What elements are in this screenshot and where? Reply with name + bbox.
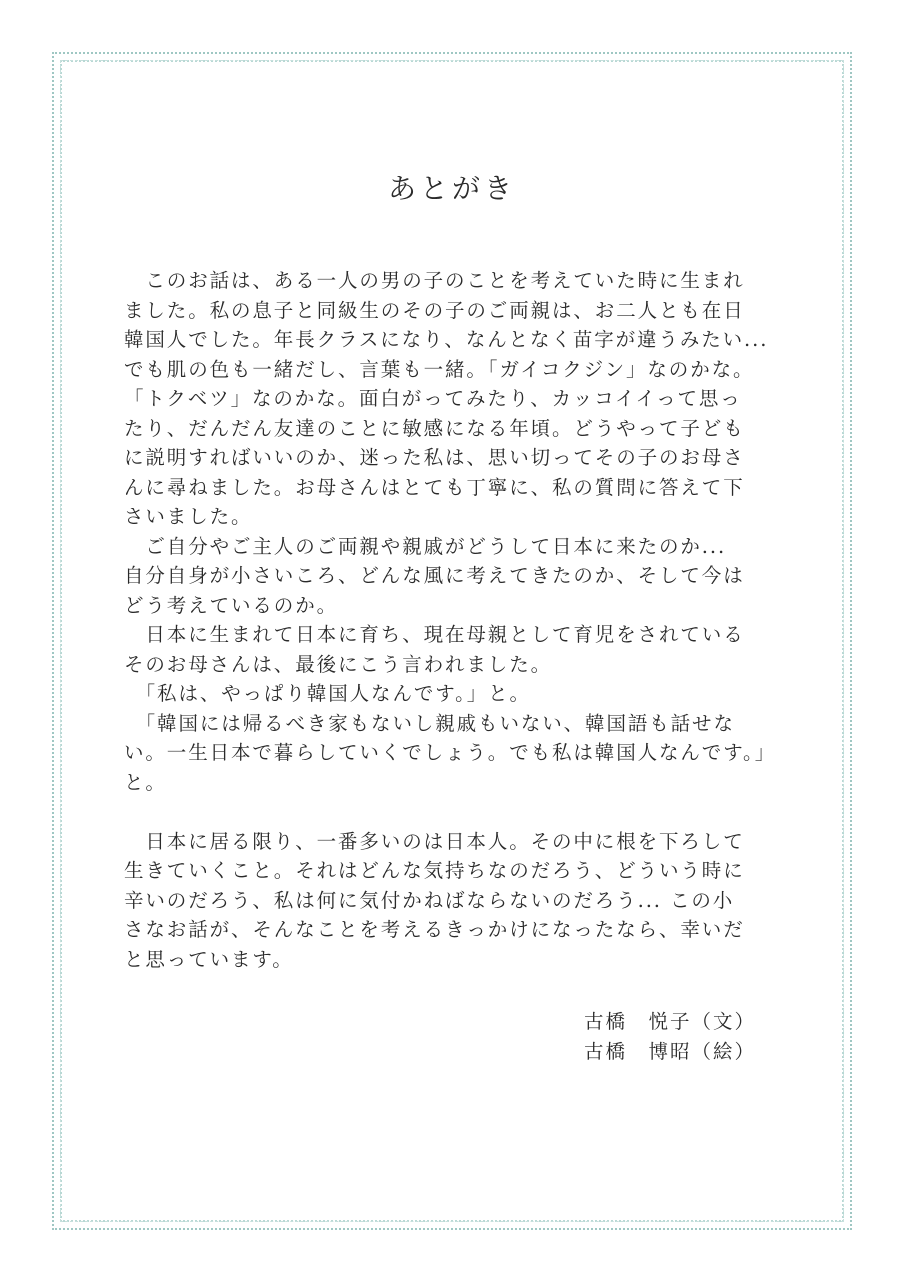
text-line: そのお母さんは、最後にこう言われました。 <box>124 652 553 676</box>
text-line: に説明すればいいのか、迷った私は、思い切ってその子のお母さ <box>124 446 745 469</box>
author-text-credit: 古橋 悦子（文） <box>584 1010 757 1033</box>
text-line: たり、だんだん友達のことに敏感になる年頃。どうやって子ども <box>124 416 745 440</box>
blank-line <box>124 797 794 827</box>
text-line: 辛いのだろう、私は何に気付かねばならないのだろう... この小 <box>124 888 735 912</box>
text-line: い。一生日本で暮らしていくでしょう。でも私は韓国人なんです。」 <box>124 741 777 764</box>
text-line: さいました。 <box>124 505 253 528</box>
text-line: ました。私の息子と同級生のその子のご両親は、お二人とも在日 <box>124 298 745 322</box>
text-line: 生きていくこと。それはどんな気持ちなのだろう、どういう時に <box>124 859 745 882</box>
text-line: 韓国人でした。年長クラスになり、なんとなく苗字が違うみたい... <box>124 328 769 351</box>
text-line: と。 <box>124 770 167 794</box>
text-line: でも肌の色も一緒だし、言葉も一緒。「ガイコクジン」なのかな。 <box>124 357 755 381</box>
text-line: 「私は、やっぱり韓国人なんです。」と。 <box>124 682 531 705</box>
text-line: んに尋ねました。お母さんはとても丁寧に、私の質問に答えて下 <box>124 475 745 499</box>
author-illustration-credit: 古橋 博昭（絵） <box>584 1040 757 1063</box>
author-signature <box>584 1007 804 1067</box>
text-line: 日本に生まれて日本に育ち、現在母親として育児をされている <box>124 623 745 646</box>
text-line: 「韓国には帰るべき家もないし親戚もいない、韓国語も話せな <box>124 711 735 735</box>
text-line: さなお話が、そんなことを考えるきっかけになったなら、幸いだ <box>124 918 745 941</box>
text-line: 「トクベツ」なのかな。面白がってみたり、カッコイイって思っ <box>124 387 742 410</box>
text-line: このお話は、ある一人の男の子のことを考えていた時に生まれ <box>124 269 745 292</box>
text-line: ご自分やご主人のご両親や親戚がどうして日本に来たのか... <box>124 534 727 558</box>
text-line: どう考えているのか。 <box>124 593 339 617</box>
text-line: と思っています。 <box>124 947 294 971</box>
page-title: あとがき <box>387 172 516 205</box>
text-line: 自分自身が小さいころ、どんな風に考えてきたのか、そして今は <box>124 564 745 587</box>
text-line: 日本に居る限り、一番多いのは日本人。その中に根を下ろして <box>124 829 745 853</box>
afterword-body <box>124 266 794 974</box>
